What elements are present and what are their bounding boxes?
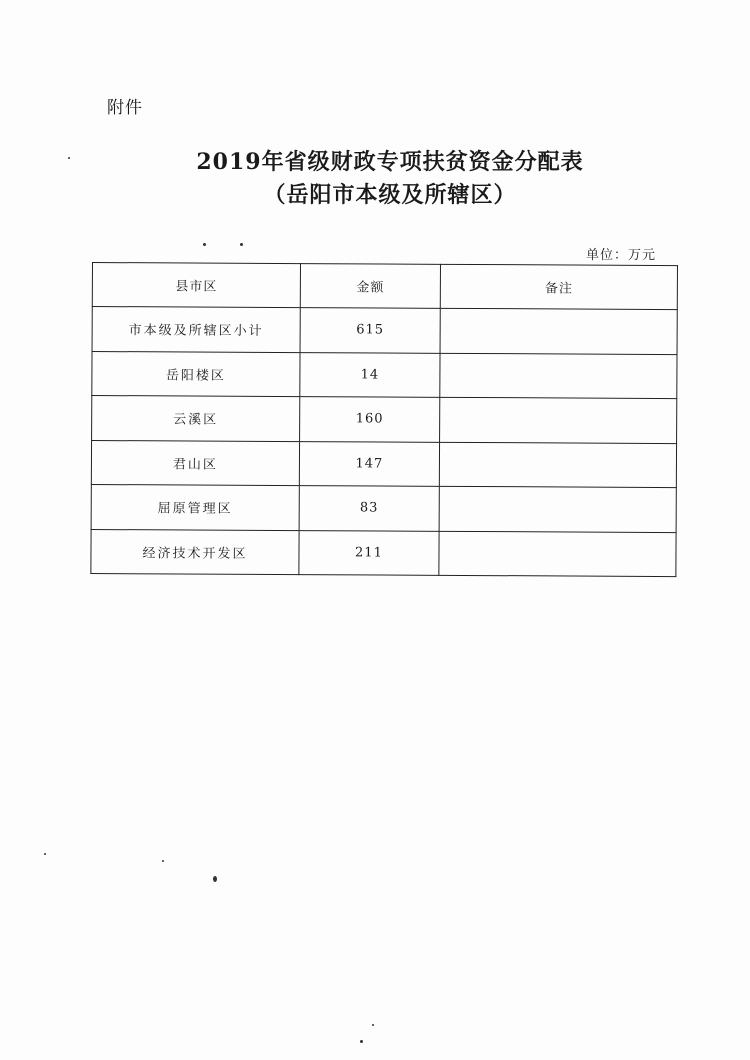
- amount-cell: 160: [300, 397, 440, 442]
- note-cell: [439, 531, 676, 577]
- note-cell: [440, 308, 677, 354]
- scan-speck: [44, 853, 46, 855]
- amount-cell: 83: [299, 486, 439, 531]
- table-row: [92, 351, 677, 399]
- table-header-row: [92, 263, 677, 310]
- region-cell: 君山区: [91, 440, 299, 486]
- table-row: [91, 484, 676, 532]
- header-region: 县市区: [92, 263, 300, 308]
- scan-speck: [203, 243, 206, 246]
- region-cell: 市本级及所辖区小计: [92, 307, 300, 353]
- allocation-table: [90, 262, 678, 577]
- table-row: [91, 440, 676, 488]
- amount-cell: 211: [299, 530, 439, 575]
- note-cell: [440, 397, 677, 443]
- scan-speck: [360, 1040, 363, 1043]
- scan-speck: [213, 876, 217, 882]
- header-note: 备注: [440, 264, 677, 309]
- region-cell: 岳阳楼区: [92, 351, 300, 397]
- note-cell: [439, 486, 676, 532]
- document-title: 2019年省级财政专项扶贫资金分配表: [196, 149, 584, 175]
- scan-speck: [162, 860, 164, 862]
- document-subtitle: （岳阳市本级及所辖区）: [263, 182, 517, 208]
- table-row: [92, 396, 677, 444]
- region-cell: 屈原管理区: [91, 484, 299, 530]
- attachment-label: 附件: [107, 98, 143, 118]
- note-cell: [440, 353, 677, 399]
- scan-speck: [68, 157, 70, 159]
- region-cell: 云溪区: [92, 396, 300, 442]
- table-row: [91, 529, 676, 577]
- allocation-table-wrapper: [90, 262, 677, 577]
- scan-speck: [372, 1024, 374, 1026]
- region-cell: 经济技术开发区: [91, 529, 299, 575]
- table-row: [92, 307, 677, 355]
- header-amount: 金额: [300, 264, 440, 309]
- amount-cell: 615: [300, 308, 440, 353]
- scan-speck: [240, 243, 243, 246]
- amount-cell: 14: [300, 352, 440, 397]
- unit-label: 单位：万元: [586, 248, 657, 263]
- amount-cell: 147: [299, 441, 439, 486]
- note-cell: [439, 442, 676, 488]
